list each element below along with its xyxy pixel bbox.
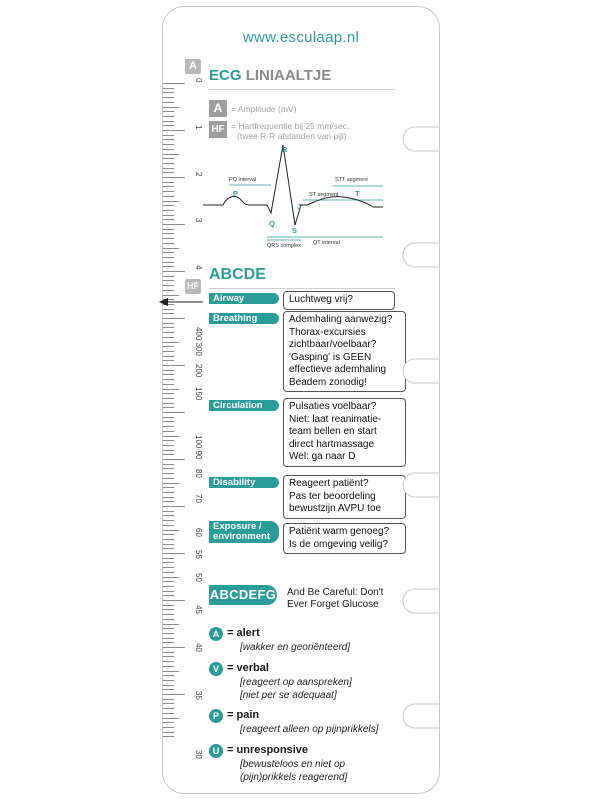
ruler-tick [163, 647, 185, 648]
abcdefg-line1: And Be Careful: Don't [287, 587, 384, 598]
ruler-tick [163, 205, 174, 206]
ruler-tick [163, 403, 174, 404]
ruler-tick [163, 186, 174, 187]
ruler-tick [163, 139, 174, 140]
disability-line: Reageert patiënt? [289, 478, 369, 489]
ruler-tick [163, 600, 185, 601]
exposure-label [209, 521, 279, 543]
breathing-line: zichtbaar/voelbaar? [289, 339, 377, 350]
wave-p: P [233, 189, 239, 198]
ruler-tick [163, 454, 174, 455]
breathing-line: Ademhaling aanwezig? [289, 314, 393, 325]
ruler-tick [163, 562, 174, 563]
ruler-tick [163, 515, 174, 516]
hf-35: 35 [194, 691, 203, 700]
ruler-tick [163, 614, 174, 615]
wave-r: R [282, 145, 288, 154]
circulation-line: Pulsaties voelbaar? [289, 401, 377, 412]
wave-j: J [297, 202, 302, 211]
avpu-p-term [227, 709, 259, 721]
ruler-tick [163, 417, 174, 418]
disability-label: Disability [209, 477, 279, 488]
ruler-tick [163, 624, 179, 625]
label-qrs-complex: QRS complex [267, 243, 301, 249]
ruler-tick [163, 111, 174, 112]
ruler-tick [163, 727, 174, 728]
hf-40: 40 [194, 643, 203, 652]
wave-t: T [355, 189, 360, 198]
binder-hook-icon [401, 700, 441, 732]
ruler-tick [163, 577, 179, 578]
ruler-tick [163, 295, 179, 296]
ruler-tick [163, 257, 174, 258]
avpu-p-word: pain [236, 709, 260, 721]
ruler-tick [163, 102, 174, 103]
ruler-tick [163, 92, 174, 93]
ecg-title-ecg: ECG [209, 67, 242, 84]
ruler-tick [163, 219, 174, 220]
ruler-tick [163, 351, 174, 352]
ruler-tick [163, 97, 174, 98]
ruler-tick [163, 168, 174, 169]
ruler-tick [163, 233, 174, 234]
hf-45: 45 [194, 605, 203, 614]
ruler-tick [163, 445, 174, 446]
ruler-tick [163, 450, 174, 451]
legend-a-badge: A [209, 100, 227, 117]
exposure-label-line1: Exposure / [213, 521, 262, 532]
ruler-tick [163, 638, 174, 639]
ruler-tick [163, 633, 174, 634]
airway-line: Luchtweg vrij? [289, 294, 353, 305]
ruler-tick [163, 182, 174, 183]
ruler-tick [163, 360, 174, 361]
binder-hook-icon [401, 355, 441, 387]
amp-3: 3 [194, 218, 203, 223]
airway-label: Airway [209, 293, 279, 304]
ruler-tick [163, 144, 174, 145]
circulation-label: Circulation [209, 400, 279, 411]
ruler-tick [163, 459, 185, 460]
ruler-tick [163, 374, 174, 375]
breathing-line: effectieve ademhaling [289, 364, 387, 375]
ruler-tick [163, 262, 174, 263]
ruler-tick [163, 332, 174, 333]
ruler-tick [163, 722, 174, 723]
abcdefg-badge: ABCDEFG [209, 585, 277, 605]
binder-hook-icon [401, 239, 441, 271]
ruler-tick [163, 675, 174, 676]
equals-sign: = [227, 709, 234, 721]
avpu-p-desc-line: [reageert alleen op pijnprikkels] [240, 724, 379, 735]
ruler-tick [163, 713, 174, 714]
ruler-tick [163, 280, 174, 281]
avpu-a-desc-line: [wakker en georiënteerd] [240, 642, 351, 653]
ecg-title [209, 67, 331, 84]
ruler-tick [163, 558, 174, 559]
ruler-tick [163, 125, 174, 126]
ruler-tick [163, 685, 174, 686]
avpu-p-icon: P [209, 709, 223, 723]
amp-2: 2 [194, 172, 203, 177]
ruler-tick [163, 642, 174, 643]
ruler-tick [163, 595, 174, 596]
ruler-tick [163, 464, 174, 465]
wave-q: Q [269, 219, 275, 228]
ruler-tick [163, 412, 185, 413]
ruler-tick [163, 271, 185, 272]
hf-150: 150 [194, 387, 203, 401]
hf-70: 70 [194, 494, 203, 503]
avpu-a-desc [240, 641, 350, 654]
ruler-tick [163, 497, 174, 498]
ruler-tick [163, 539, 174, 540]
ruler-tick [163, 116, 174, 117]
ecg-title-rule [209, 89, 395, 90]
ruler-tick [163, 88, 174, 89]
label-pq-interval: PQ interval [229, 177, 257, 183]
equals-sign: = [227, 744, 234, 756]
legend-hf-badge: HF [209, 121, 227, 138]
breathing-line: Thorax-excursies [289, 326, 366, 338]
equals-sign: = [227, 662, 234, 674]
ruler-tick [163, 671, 179, 672]
ruler-tick [163, 520, 174, 521]
ruler-tick [163, 666, 174, 667]
ruler-tick [163, 694, 185, 695]
avpu-u-word: unresponsive [236, 744, 309, 756]
ruler-tick [163, 468, 174, 469]
hf-400-300: 400 300 [194, 327, 203, 356]
hf-30: 30 [194, 750, 203, 759]
airway-box [283, 291, 395, 310]
ruler-tick [163, 149, 174, 150]
circulation-line: team bellen en start [289, 426, 377, 437]
rr-arrow-icon [159, 297, 203, 307]
label-stt-segment: STT segment [335, 177, 368, 183]
hf-50: 50 [194, 573, 203, 582]
avpu-u-desc [240, 758, 347, 784]
ruler-tick [163, 229, 174, 230]
site-url[interactable]: www.esculaap.nl [242, 29, 360, 46]
ruler-tick [163, 201, 179, 202]
ruler-tick [163, 285, 174, 286]
ruler-tick [163, 718, 179, 719]
circulation-box [283, 398, 406, 467]
amp-4: 4 [194, 265, 203, 270]
breathing-line: 'Gasping' is GEEN [289, 351, 372, 363]
ruler-tick [163, 652, 174, 653]
abcdefg-line2: Ever Forget Glucose [287, 599, 379, 610]
abcde-title-rule [209, 288, 395, 289]
ruler-tick [163, 313, 174, 314]
ruler-tick [163, 266, 174, 267]
avpu-v-desc [240, 676, 352, 702]
ruler-tick [163, 736, 174, 737]
ruler-tick [163, 544, 174, 545]
circulation-line: Niet: laat reanimatie- [289, 413, 382, 425]
ruler-tick [163, 389, 179, 390]
ruler-tick [163, 656, 174, 657]
abcde-title: ABCDE [209, 266, 266, 283]
hf-55: 55 [194, 550, 203, 559]
ruler-tick [163, 172, 174, 173]
ruler-tick [163, 177, 185, 178]
ruler-tick [163, 196, 174, 197]
avpu-v-desc-line: [niet per se adequaat] [240, 690, 337, 701]
avpu-u-icon: U [209, 744, 223, 758]
ruler-tick [163, 398, 174, 399]
ruler-tick [163, 309, 174, 310]
ruler-tick [163, 436, 179, 437]
exposure-line: Patiënt warm genoeg? [289, 526, 390, 537]
ruler-tick [163, 342, 179, 343]
ruler-ticks [163, 83, 185, 783]
label-qt-interval: QT interval [313, 240, 340, 246]
ruler-tick [163, 337, 174, 338]
ruler-tick [163, 473, 174, 474]
ruler-tick [163, 163, 174, 164]
ruler-tick [163, 628, 174, 629]
ruler-tick [163, 506, 185, 507]
ruler-tick [163, 534, 174, 535]
ruler-tick [163, 215, 174, 216]
avpu-a-word: alert [236, 627, 260, 639]
ruler-tick [163, 107, 179, 108]
ruler-tick [163, 210, 174, 211]
ruler-tick [163, 327, 174, 328]
ruler-tick [163, 154, 179, 155]
avpu-u-desc-line: [bewusteloos en niet op [240, 759, 346, 770]
binder-hook-icon [401, 469, 441, 501]
ruler-tick [163, 487, 174, 488]
breathing-label: Breathing [209, 313, 279, 324]
amp-1: 1 [194, 125, 203, 130]
disability-line: bewustzijn AVPU toe [289, 503, 382, 514]
ruler-tick [163, 548, 174, 549]
ruler-tick [163, 379, 174, 380]
hf-badge: HF [185, 279, 201, 294]
ruler-tick [163, 483, 179, 484]
ruler-tick [163, 83, 185, 84]
ruler-tick [163, 553, 185, 554]
avpu-v-word: verbal [236, 662, 269, 674]
avpu-v-term [227, 662, 269, 674]
avpu-u-term [227, 744, 308, 756]
ruler-tick [163, 567, 174, 568]
disability-box [283, 475, 406, 519]
ruler-tick [163, 121, 174, 122]
ruler-tick [163, 525, 174, 526]
avpu-u-desc-line: (pijn)prikkels reagerend] [240, 772, 348, 783]
legend-hf-line2: (twee R-R afstanden van pijl) [237, 131, 347, 141]
ruler-tick [163, 431, 174, 432]
binder-hook-icon [401, 123, 441, 155]
ruler-tick [163, 365, 185, 366]
equals-sign: = [227, 627, 234, 639]
exposure-box [283, 523, 406, 554]
breathing-box [283, 311, 406, 392]
ruler-tick [163, 689, 174, 690]
ruler-tick [163, 426, 174, 427]
ruler-tick [163, 346, 174, 347]
ruler-tick [163, 224, 185, 225]
ruler-tick [163, 440, 174, 441]
ruler-tick [163, 290, 174, 291]
ruler-tick [163, 248, 179, 249]
avpu-a-icon: A [209, 627, 223, 641]
ruler-tick [163, 586, 174, 587]
legend-hf-line1: = Hartfrequentie bij 25 mm/sec. [231, 121, 350, 131]
amplitude-badge: A [185, 59, 201, 74]
circulation-line: direct hartmassage [289, 438, 375, 450]
ruler-tick [163, 135, 174, 136]
binder-hook-icon [401, 585, 441, 617]
breathing-line: Beadem zonodig! [289, 376, 367, 388]
ruler-tick [163, 158, 174, 159]
ecg-title-liniaaltje: LINIAALTJE [245, 67, 332, 84]
avpu-v-icon: V [209, 662, 223, 676]
abcdefg-mnemonic [287, 587, 383, 611]
ruler-tick [163, 572, 174, 573]
ecg-waveform-diagram [203, 145, 393, 257]
ruler-tick [163, 421, 174, 422]
avpu-v-desc-line: [reageert op aanspreken] [240, 677, 352, 688]
ruler-tick [163, 323, 174, 324]
ruler-tick [163, 581, 174, 582]
ruler-tick [163, 609, 174, 610]
ruler-tick [163, 478, 174, 479]
ruler-tick [163, 130, 185, 131]
ruler-tick [163, 492, 174, 493]
exposure-line: Is de omgeving veilig? [289, 538, 388, 550]
ruler-tick [163, 501, 174, 502]
ruler-tick [163, 191, 174, 192]
ruler-tick [163, 680, 174, 681]
ruler-tick [163, 708, 174, 709]
ruler-tick [163, 370, 174, 371]
wave-s: S [292, 226, 298, 235]
ruler-card [162, 6, 440, 794]
ruler-tick [163, 511, 174, 512]
ruler-tick [163, 407, 174, 408]
avpu-a-term [227, 627, 260, 639]
ruler-tick [163, 384, 174, 385]
ruler-tick [163, 732, 174, 733]
circulation-line: Wel: ga naar D [289, 451, 356, 462]
legend-a-text: = Amplitude (mV) [231, 104, 297, 114]
ruler-tick [163, 619, 174, 620]
ruler-tick [163, 703, 174, 704]
ruler-tick [163, 238, 174, 239]
avpu-p-desc [240, 723, 378, 736]
ruler-tick [163, 605, 174, 606]
ruler-tick [163, 393, 174, 394]
ruler-tick [163, 243, 174, 244]
label-st-segment: ST segment [309, 192, 339, 198]
exposure-label-line2: environment [213, 531, 271, 542]
ruler-tick [163, 699, 174, 700]
amp-0: 0 [194, 78, 203, 83]
ruler-tick [163, 591, 174, 592]
ruler-tick [163, 530, 179, 531]
hf-60: 60 [194, 528, 203, 537]
ruler-tick [163, 356, 174, 357]
ruler-tick [163, 276, 174, 277]
ruler-tick [163, 318, 185, 319]
ruler-tick [163, 252, 174, 253]
hf-200: 200 [194, 364, 203, 378]
ruler-tick [163, 661, 174, 662]
hf-80: 80 [194, 469, 203, 478]
disability-line: Pas ter beoordeling [289, 490, 376, 502]
hf-100-90: 100 90 [194, 435, 203, 460]
